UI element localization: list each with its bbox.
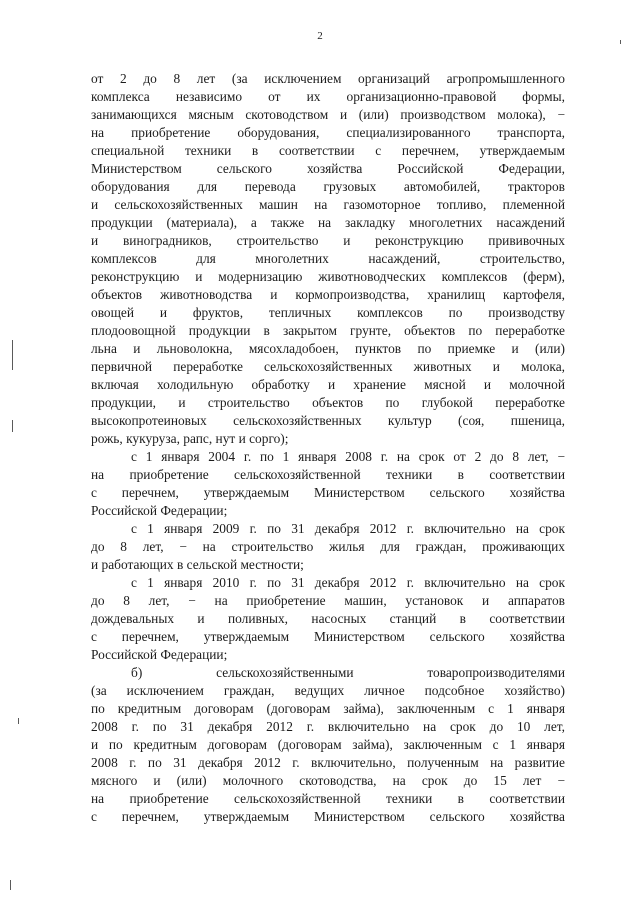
text-line: и сельскохозяйственных машин на газомоторное топливо, племенной — [91, 197, 565, 212]
text-line: 2008 г. по 31 декабря 2012 г. включительно на срок до 10 лет, — [91, 719, 565, 734]
text-line: Российской Федерации; — [91, 503, 228, 518]
scan-mark — [18, 718, 19, 724]
document-body — [91, 70, 565, 826]
text-line: специальной техники в соответствии с перечнем, утверждаемым — [91, 143, 565, 158]
text-line: с 1 января 2010 г. по 31 декабря 2012 г. включительно на срок — [131, 575, 565, 590]
text-line: до 8 лет, − на строительство жилья для граждан, проживающих — [91, 539, 565, 554]
text-line: овощей и фруктов, тепличных комплексов по производству — [91, 305, 565, 320]
text-line: на приобретение сельскохозяйственной техники в соответствии — [91, 791, 565, 806]
scan-mark — [10, 880, 11, 890]
text-line: на приобретение оборудования, специализированного транспорта, — [91, 125, 565, 140]
text-line: с перечнем, утверждаемым Министерством сельского хозяйства — [91, 485, 565, 500]
text-line: рожь, кукуруза, рапс, нут и сорго); — [91, 431, 289, 446]
text-line: продукции (материала), а также на закладку многолетних насаждений — [91, 215, 565, 230]
scan-mark — [620, 40, 621, 44]
text-line: комплексов для многолетних насаждений, строительство, — [91, 251, 565, 266]
text-line: до 8 лет, − на приобретение машин, установок и аппаратов — [91, 593, 565, 608]
text-line: с перечнем, утверждаемым Министерством сельского хозяйства — [91, 809, 565, 824]
text-line: объектов животноводства и кормопроизводства, хранилищ картофеля, — [91, 287, 565, 302]
text-line: льна и льноволокна, мясохладобоен, пунктов по приемке и (или) — [91, 341, 565, 356]
text-line: на приобретение сельскохозяйственной техники в соответствии — [91, 467, 565, 482]
text-line: 2008 г. по 31 декабря 2012 г. включительно, полученным на развитие — [91, 755, 565, 770]
text-line: реконструкцию и модернизацию животноводческих комплексов (ферм), — [91, 269, 565, 284]
text-line: б) сельскохозяйственными товаропроизводителями — [131, 665, 565, 680]
text-line: Российской Федерации; — [91, 647, 228, 662]
text-line: от 2 до 8 лет (за исключением организаций агропромышленного — [91, 71, 565, 86]
text-line: и работающих в сельской местности; — [91, 557, 304, 572]
text-line: дождевальных и поливных, насосных станций в соответствии — [91, 611, 565, 626]
text-line: плодоовощной продукции в закрытом грунте, объектов по переработке — [91, 323, 565, 338]
text-line: с 1 января 2004 г. по 1 января 2008 г. на срок от 2 до 8 лет, − — [131, 449, 565, 464]
text-line: мясного и (или) молочного скотоводства, на срок до 15 лет − — [91, 773, 565, 788]
text-line: высокопротеиновых сельскохозяйственных культур (соя, пшеница, — [91, 413, 565, 428]
text-line: по кредитным договорам (договорам займа), заключенным с 1 января — [91, 701, 565, 716]
text-line: продукции, и строительство объектов по глубокой переработке — [91, 395, 565, 410]
scan-mark — [12, 420, 13, 432]
text-line: оборудования для перевода грузовых автомобилей, тракторов — [91, 179, 565, 194]
text-line: с 1 января 2009 г. по 31 декабря 2012 г. включительно на срок — [131, 521, 565, 536]
scan-mark — [12, 340, 13, 370]
text-line: занимающихся мясным скотоводством и (или) производством молока), − — [91, 107, 565, 122]
text-line: Министерством сельского хозяйства Российской Федерации, — [91, 161, 565, 176]
page-number: 2 — [317, 30, 323, 42]
text-line: первичной переработке сельскохозяйственных животных и молока, — [91, 359, 565, 374]
text-line: с перечнем, утверждаемым Министерством сельского хозяйства — [91, 629, 565, 644]
text-line: комплекса независимо от их организационно-правовой формы, — [91, 89, 565, 104]
text-line: и виноградников, строительство и реконструкцию прививочных — [91, 233, 565, 248]
text-line: включая холодильную обработку и хранение мясной и молочной — [91, 377, 565, 392]
text-line: и по кредитным договорам (договорам займа), заключенным с 1 января — [91, 737, 565, 752]
text-line: (за исключением граждан, ведущих личное подсобное хозяйство) — [91, 683, 565, 698]
